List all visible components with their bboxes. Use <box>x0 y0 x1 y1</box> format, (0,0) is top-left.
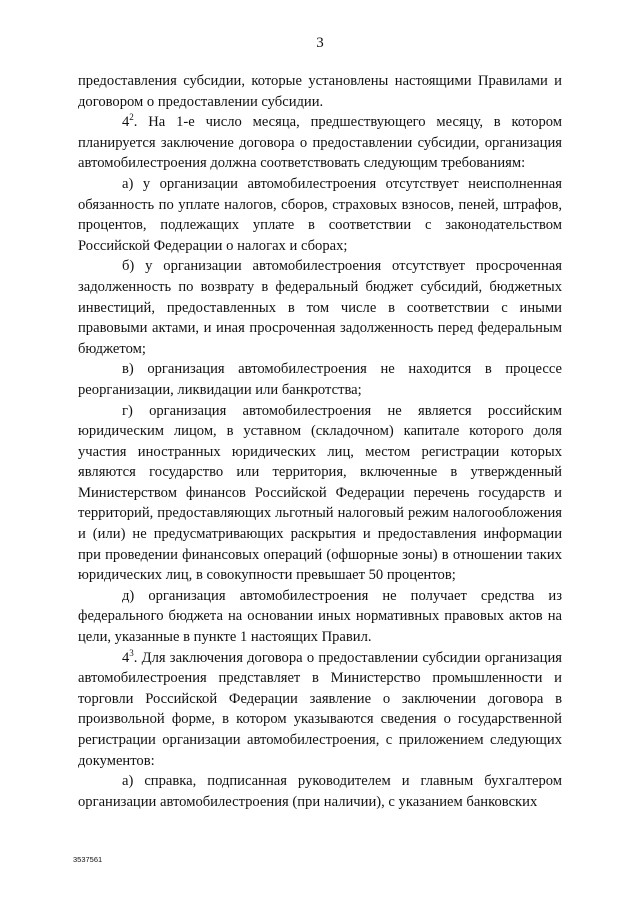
document-code: 3537561 <box>73 855 103 864</box>
paragraph-text: а) справка, подписанная руководителем и главным бухгалтером организации автомобилестроения (при наличии), с указанием банковских <box>78 773 562 810</box>
paragraph-text: а) у организации автомобилестроения отсутствует неисполненная обязанность по уплате налогов, сборов, страховых взносов, пеней, штрафов, процентов, подлежащих уплате в соответствии с законодательством Российской Федерации о налогах и сборах; <box>78 175 562 254</box>
clause-number-superscript: 3 <box>129 647 134 658</box>
paragraph-text: г) организация автомобилестроения не является российским юридическим лицом, в уставном (складочном) капитале которого доля участия иностранных юридических лиц, местом регистрации которых являются государство или территория, включенные в утвержденный Министерством финансов Российской Федерации перечень государств и территорий, предоставляющих льготный налоговый режим налогообложения и (или) не предусматривающих раскрытия и предоставления информации при проведении финансовых операций (офшорные зоны) в отношении таких юридических лиц, в совокупности превышает 50 процентов; <box>78 402 562 584</box>
paragraph-item-v <box>78 359 562 400</box>
page-number: 3 <box>316 35 324 51</box>
paragraph-item-a <box>78 174 562 256</box>
paragraph-item-g <box>78 401 562 586</box>
paragraph-text: . На 1-е число месяца, предшествующего месяцу, в котором планируется заключение договора о предоставлении субсидии, организация автомобилестроения должна соответствовать следующим требованиям: <box>78 114 562 172</box>
paragraph-item-a-documents <box>78 771 562 812</box>
paragraph-item-d <box>78 586 562 648</box>
clause-number: 4 <box>122 114 130 131</box>
paragraph-text: предоставления субсидии, которые установлены настоящими Правилами и договором о предоставлении субсидии. <box>78 73 562 110</box>
paragraph-4-3 <box>78 648 562 772</box>
document-body <box>78 71 562 812</box>
paragraph-text: б) у организации автомобилестроения отсутствует просроченная задолженность по возврату в федеральный бюджет субсидий, бюджетных инвестиций, предоставленных в том числе в соответствии с иными правовыми актами, и иная просроченная задолженность перед федеральным бюджетом; <box>78 258 562 357</box>
paragraph-item-b <box>78 256 562 359</box>
clause-number-superscript: 2 <box>129 112 134 123</box>
paragraph-text: д) организация автомобилестроения не получает средства из федерального бюджета на основании иных нормативных правовых актов на цели, указанные в пункте 1 настоящих Правил. <box>78 587 562 646</box>
paragraph-continuation <box>78 71 562 112</box>
paragraph-text: . Для заключения договора о предоставлении субсидии организация автомобилестроения представляет в Министерство промышленности и торговли Российской Федерации заявление о заключении договора в произвольной форме, в котором указываются сведения о государственной регистрации организации автомобилестроения, с приложением следующих документов: <box>78 649 562 769</box>
clause-number: 4 <box>122 649 130 666</box>
paragraph-4-2 <box>78 112 562 174</box>
paragraph-text: в) организация автомобилестроения не находится в процессе реорганизации, ликвидации или банкротства; <box>78 361 562 398</box>
